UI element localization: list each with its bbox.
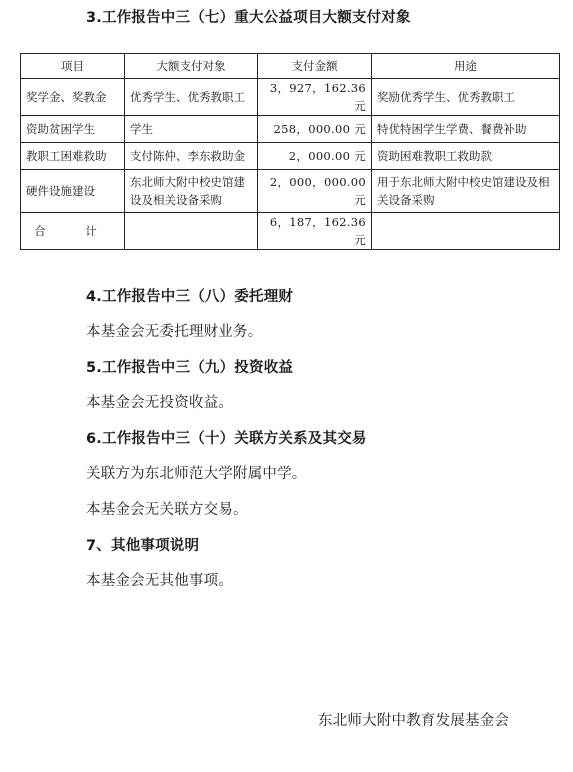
section-6-text-no-transactions: 本基金会无关联方交易。 [86, 502, 248, 518]
section-6-heading: 6.工作报告中三（十）关联方关系及其交易 [86, 431, 367, 447]
cell-recipient: 优秀学生、优秀教职工 [125, 79, 258, 116]
total-empty-cell [372, 213, 560, 250]
column-header-purpose: 用途 [372, 54, 560, 79]
column-header-recipient: 大额支付对象 [125, 54, 258, 79]
cell-project: 奖学金、奖教金 [21, 79, 125, 116]
section-7-heading: 7、其他事项说明 [86, 538, 200, 554]
table-row [21, 116, 560, 143]
cell-purpose: 资助困难教职工救助款 [372, 143, 560, 170]
table-row [21, 79, 560, 116]
cell-project: 资助贫困学生 [21, 116, 125, 143]
section-4-text: 本基金会无委托理财业务。 [86, 324, 263, 340]
total-amount: 6，187，162.36 元 [258, 213, 372, 250]
section-3-heading: 3.工作报告中三（七）重大公益项目大额支付对象 [86, 10, 411, 26]
table-header-row [21, 54, 560, 79]
section-4-heading: 4.工作报告中三（八）委托理财 [86, 289, 294, 305]
cell-purpose: 特优特困学生学费、餐费补助 [372, 116, 560, 143]
column-header-project: 项目 [21, 54, 125, 79]
cell-purpose: 用于东北师大附中校史馆建设及相关设备采购 [372, 170, 560, 213]
section-6-text-related-party: 关联方为东北师范大学附属中学。 [86, 466, 307, 482]
total-label: 合 计 [21, 213, 125, 250]
signature: 东北师大附中教育发展基金会 [318, 713, 510, 729]
cell-recipient: 支付陈仲、李东救助金 [125, 143, 258, 170]
cell-amount: 3，927，162.36 元 [258, 79, 372, 116]
total-empty-cell [125, 213, 258, 250]
section-7-text: 本基金会无其他事项。 [86, 573, 233, 589]
cell-project: 教职工困难救助 [21, 143, 125, 170]
table-total-row [21, 213, 560, 250]
cell-recipient: 东北师大附中校史馆建设及相关设备采购 [125, 170, 258, 213]
cell-recipient: 学生 [125, 116, 258, 143]
cell-project: 硬件设施建设 [21, 170, 125, 213]
cell-purpose: 奖励优秀学生、优秀教职工 [372, 79, 560, 116]
cell-amount: 2，000，000.00 元 [258, 170, 372, 213]
section-5-text: 本基金会无投资收益。 [86, 395, 233, 411]
section-5-heading: 5.工作报告中三（九）投资收益 [86, 360, 294, 376]
cell-amount: 2，000.00 元 [258, 143, 372, 170]
column-header-amount: 支付金额 [258, 54, 372, 79]
large-payment-table [20, 53, 560, 250]
table-row [21, 143, 560, 170]
table-row [21, 170, 560, 213]
cell-amount: 258，000.00 元 [258, 116, 372, 143]
